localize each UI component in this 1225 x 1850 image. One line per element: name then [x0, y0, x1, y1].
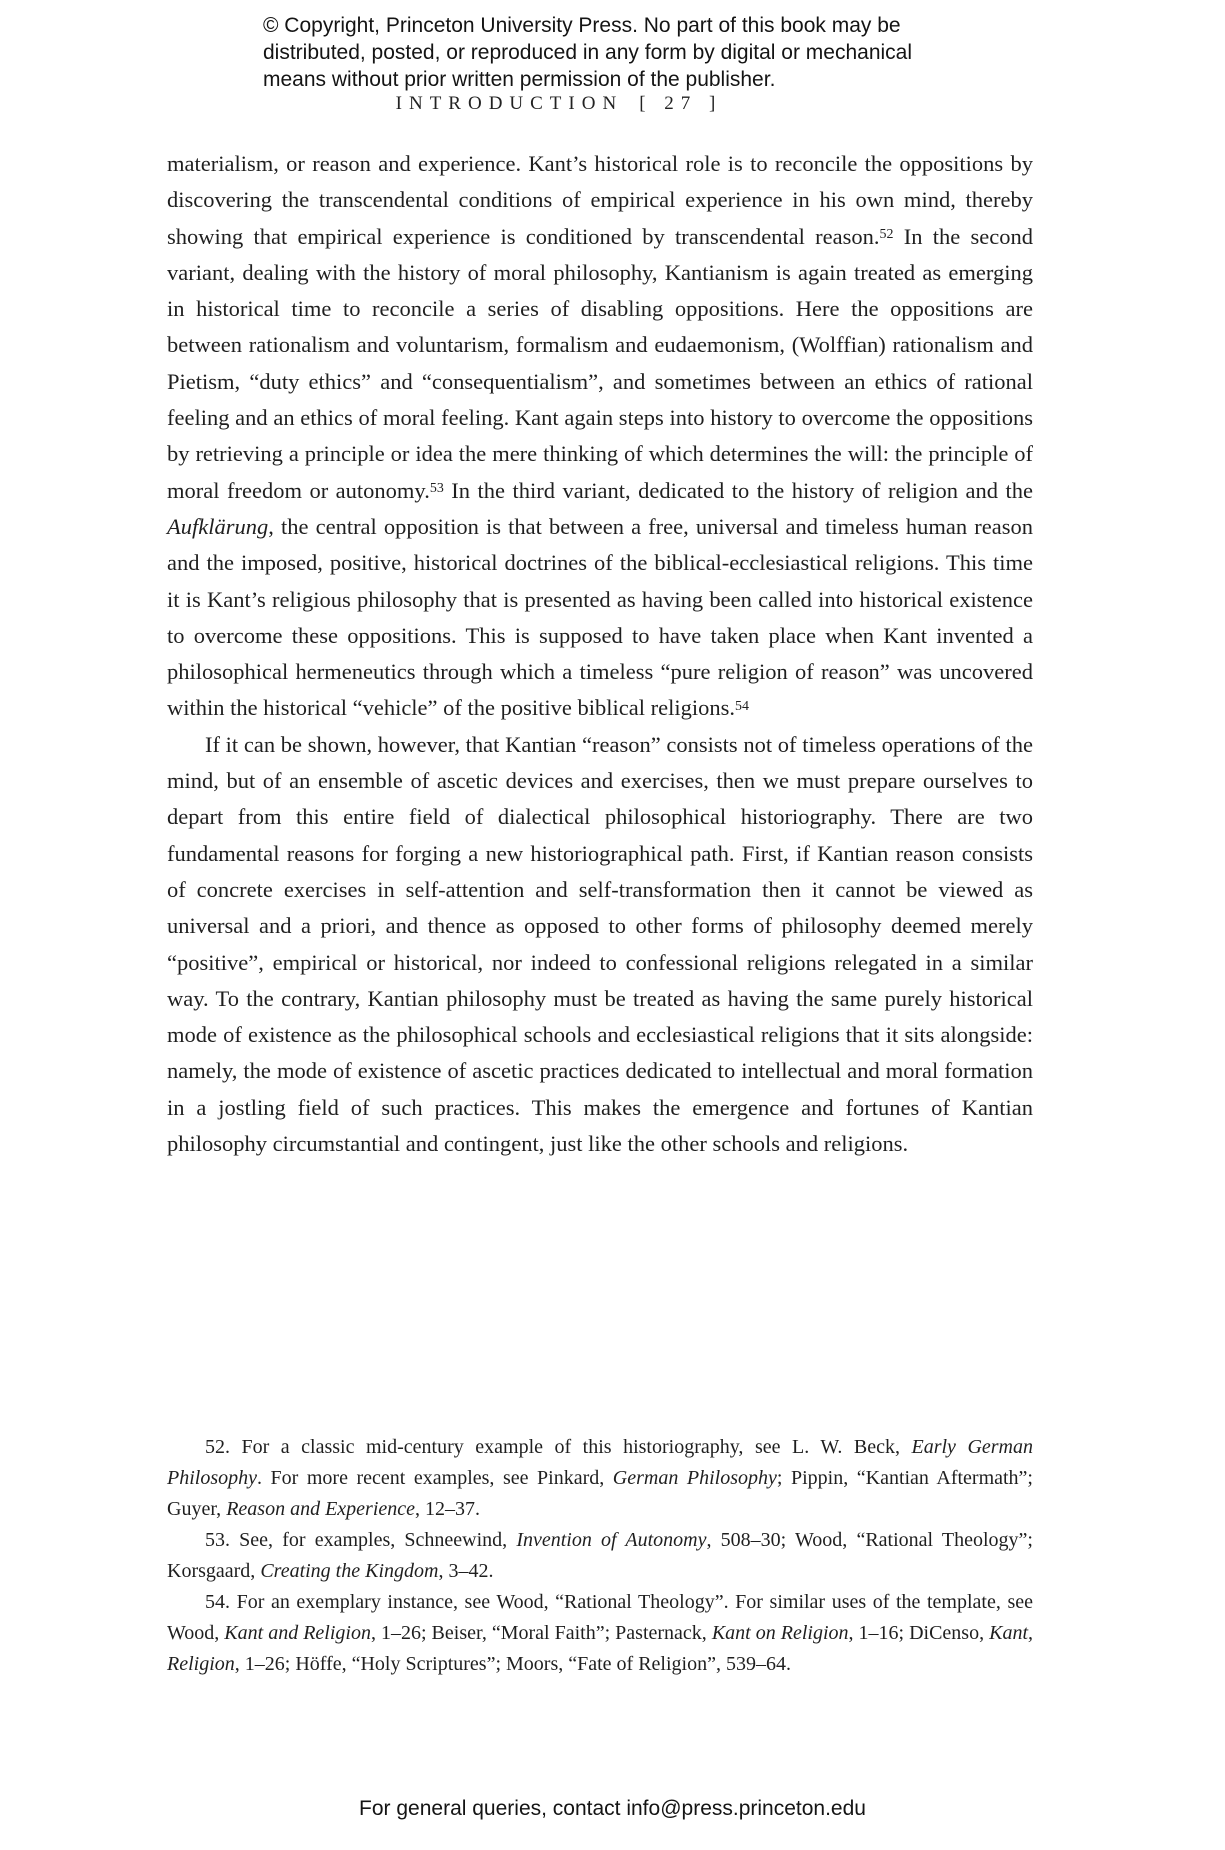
copyright-notice [263, 12, 912, 93]
running-head-page-number: [ 27 ] [639, 93, 723, 114]
running-head-title: INTRODUCTION [395, 93, 624, 114]
footnote: 54. For an exemplary instance, see Wood, “Rational Theology”. For similar uses of the template, see Wood, Kant and Religion, 1–26; Beiser, “Moral Faith”; Pasternack, Kant on Religion, 1–16; DiCenso, Kant, Religion, 1–26; Höffe, “Holy Scriptures”; Moors, “Fate of Religion”, 539–64. [167, 1591, 1034, 1675]
footer-contact: For general queries, contact info@press.princeton.edu [359, 1797, 866, 1820]
body-paragraph: If it can be shown, however, that Kantian “reason” consists not of timeless operations of the mind, but of an ensemble of ascetic devices and exercises, then we must prepare ourselves to depart from this entire field of dialectical philosophical historiography. There are two fundamental reasons for forging a new historiographical path. First, if Kantian reason consists of concrete exercises in self-attention and self-transformation then it cannot be viewed as universal and a priori, and thence as opposed to other forms of philosophy deemed merely “positive”, empirical or historical, nor indeed to confessional religions relegated in a similar way. To the contrary, Kantian philosophy must be treated as having the same purely historical mode of existence as the philosophical schools and ecclesiastical religions that it sits alongside: namely, the mode of existence of ascetic practices dedicated to intellectual and moral formation in a jostling field of such practices. This makes the emergence and fortunes of Kantian philosophy circumstantial and contingent, just like the other schools and religions. [167, 731, 1033, 1157]
copyright-line: distributed, posted, or reproduced in any form by digital or mechanical [263, 41, 913, 64]
footnote: 53. See, for examples, Schneewind, Invention of Autonomy, 508–30; Wood, “Rational Theology”; Korsgaard, Creating the Kingdom, 3–42. [167, 1529, 1033, 1582]
body-paragraph: materialism, or reason and experience. Kant’s historical role is to reconcile the oppositions by discovering the transcendental conditions of empirical experience in his own mind, thereby showing that empirical experience is conditioned by transcendental reason.$^{52}$ In the second variant, dealing with the history of moral philosophy, Kantianism is again treated as emerging in historical time to reconcile a series of disabling oppositions. Here the oppositions are between rationalism and voluntarism, formalism and eudaemonism, (Wolffian) rationalism and Pietism, “duty ethics” and “consequentialism”, and sometimes between an ethics of rational feeling and an ethics of moral feeling. Kant again steps into history to overcome the oppositions by retrieving a principle or idea the mere thinking of which determines the will: the principle of moral freedom or autonomy.$^{53}$ In the third variant, dedicated to the history of religion and the Aufklärung, the central opposition is that between a free, universal and timeless human reason and the imposed, positive, historical doctrines of the biblical-ecclesiastical religions. This time it is Kant’s religious philosophy that is presented as having been called into historical existence to overcome these oppositions. This is supposed to have taken place when Kant invented a philosophical hermeneutics through which a timeless “pure religion of reason” was uncovered within the historical “vehicle” of the positive biblical religions.$^{54}$ [167, 151, 1033, 721]
running-head [0, 93, 1118, 115]
copyright-line: means without prior written permission of the publisher. [263, 68, 776, 91]
body-text [167, 146, 1033, 1162]
footnotes [167, 1432, 1033, 1680]
footnote: 52. For a classic mid-century example of this historiography, see L. W. Beck, Early German Philosophy. For more recent examples, see Pinkard, German Philosophy; Pippin, “Kantian Aftermath”; Guyer, Reason and Experience, 12–37. [167, 1436, 1033, 1520]
copyright-line: © Copyright, Princeton University Press. No part of this book may be [263, 14, 901, 37]
